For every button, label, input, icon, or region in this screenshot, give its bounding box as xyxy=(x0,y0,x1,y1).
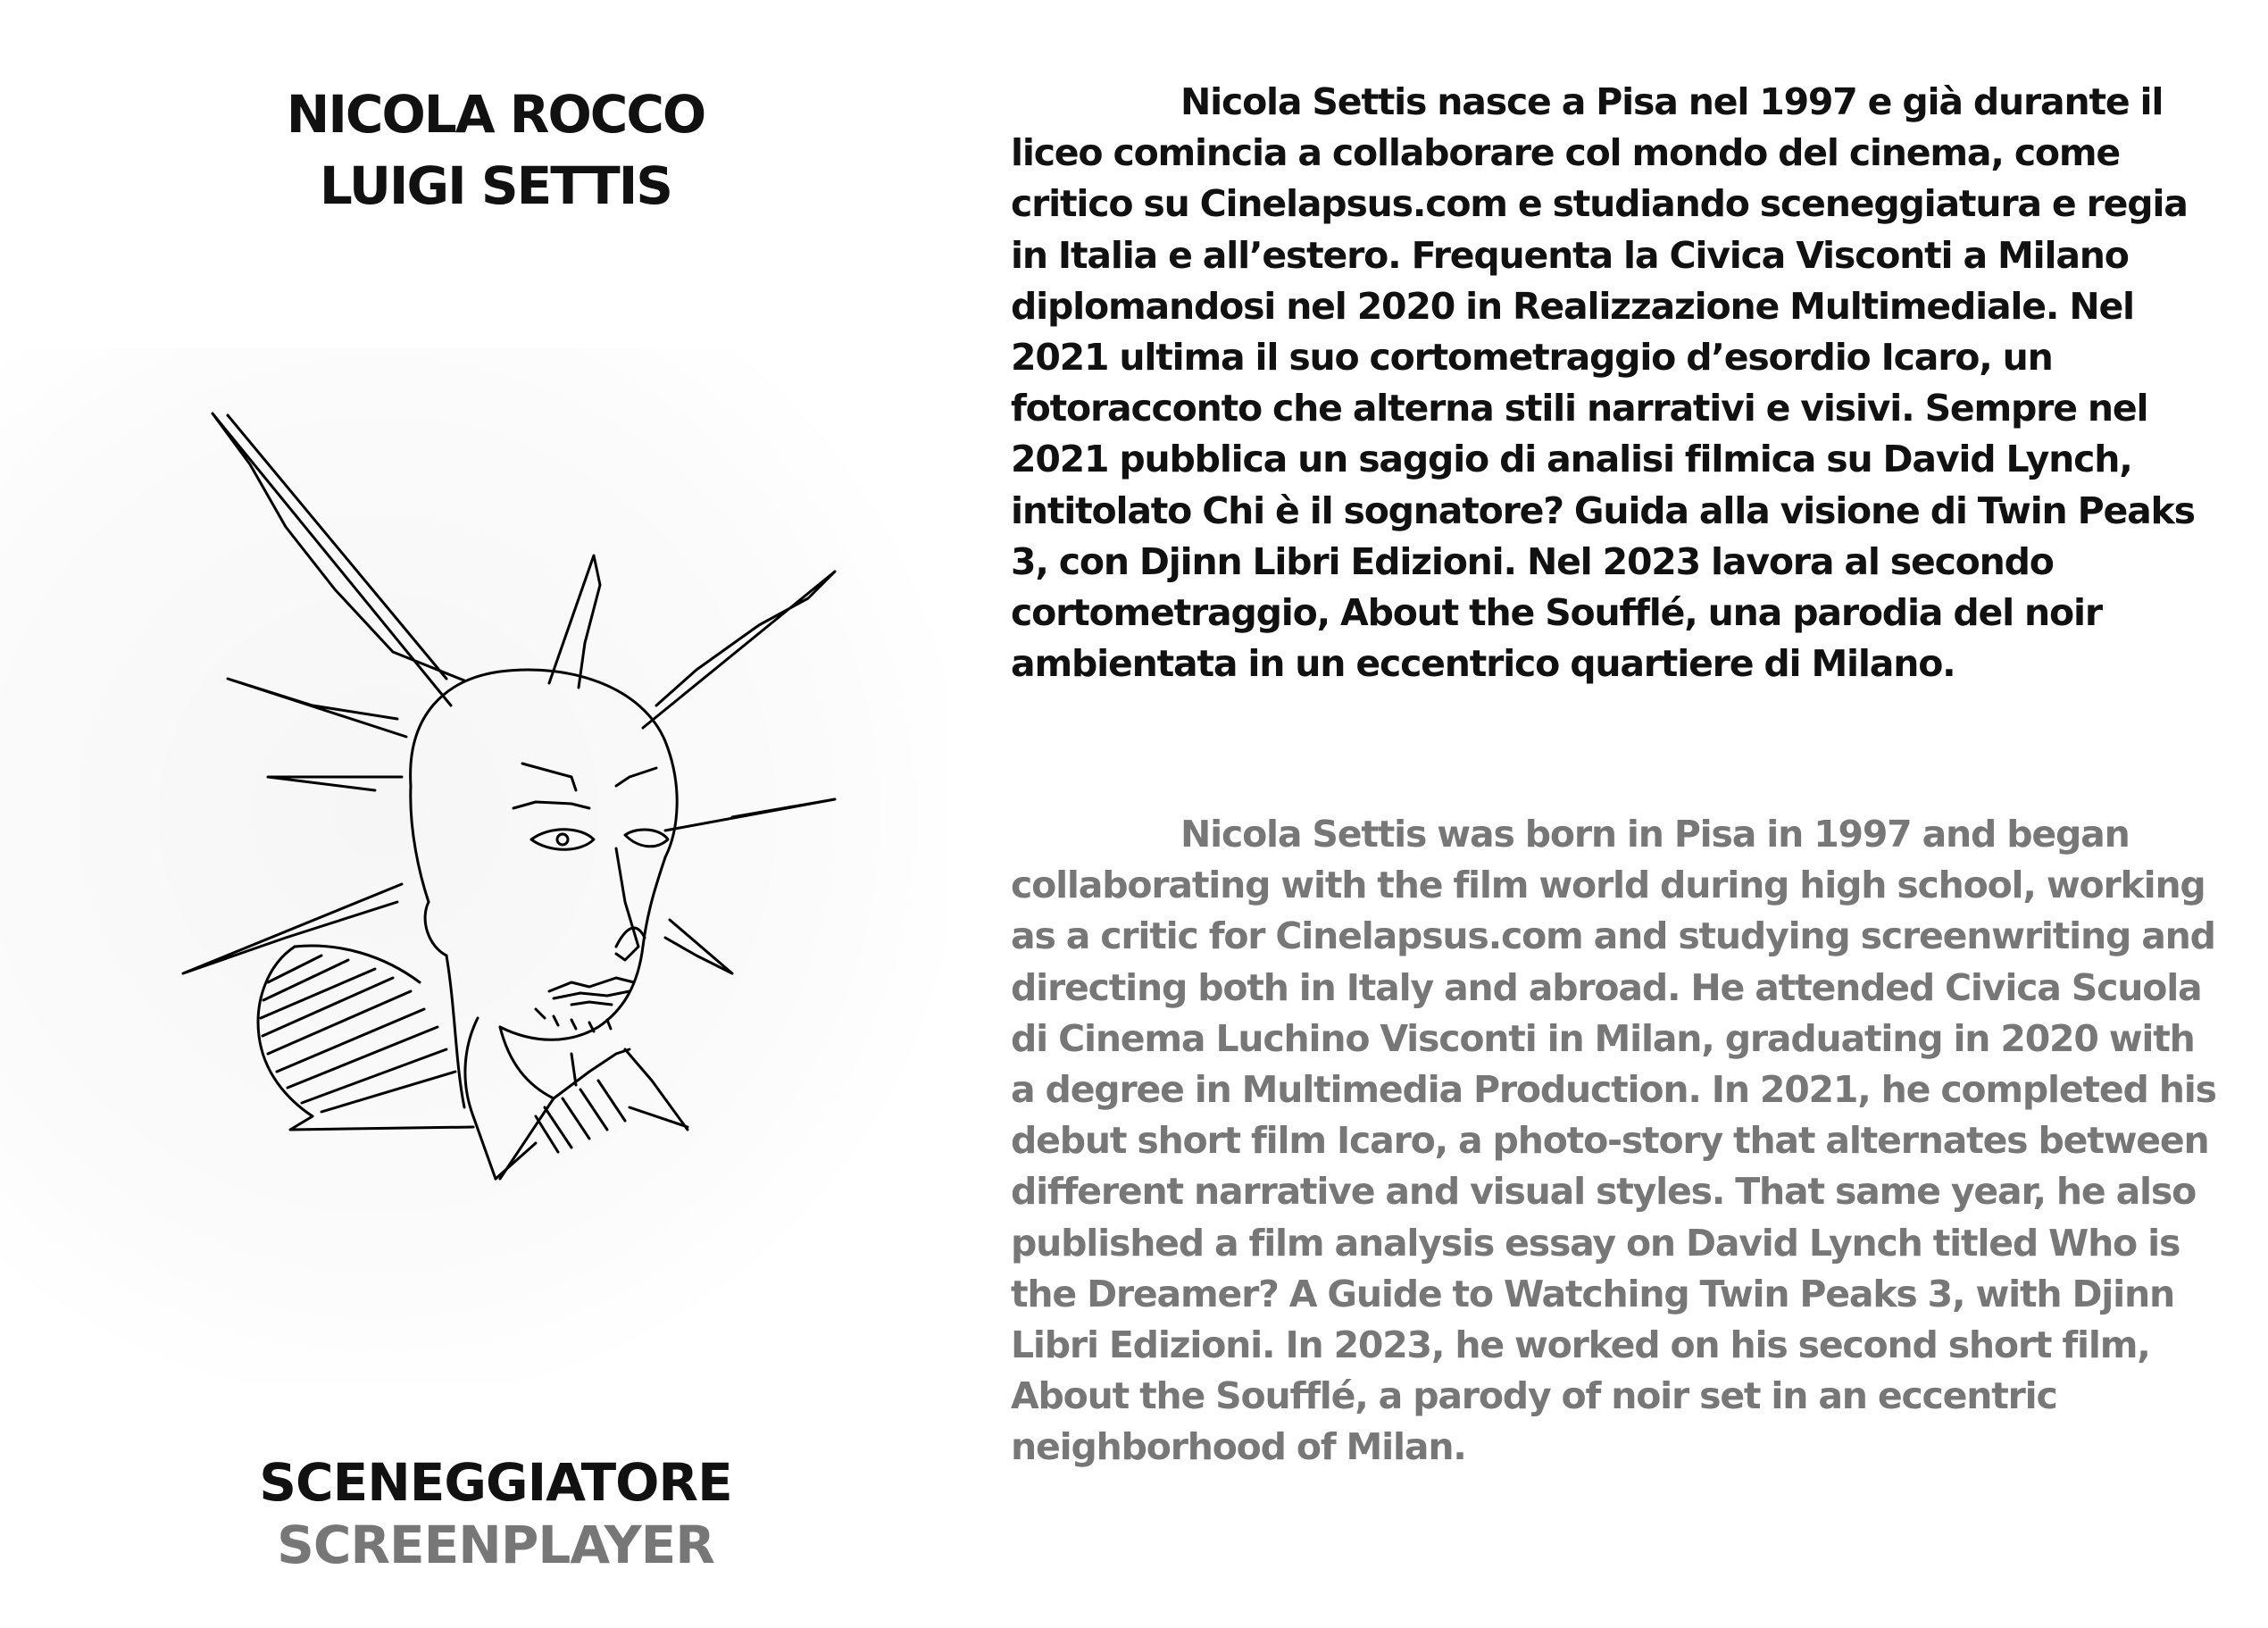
bio-italian: Nicola Settis nasce a Pisa nel 1997 e già durante il liceo comincia a collaborare col mondo del cinema, come critico su Cinelapsus.com e studiando sceneggiatura e regia in Italia e all’estero. Frequenta la Civica Visconti a Milano diplomandosi nel 2020 in Realizzazione Multimediale. Nel 2021 ultima il suo cortometraggio d’esordio Icaro, un fotoracconto che alterna stili narrativi e visivi. Sempre nel 2021 pubblica un saggio di analisi filmica su David Lynch, intitolato Chi è il sognatore? Guida alla visione di Twin Peaks 3, con Djinn Libri Edizioni. Nel 2023 lavora al secondo cortometraggio, About the Soufflé, una parodia del noir ambientata in un eccentrico quartiere di Milano. xyxy=(1011,80,2195,686)
author-name: NICOLA ROCCO xyxy=(286,84,705,145)
role-english: SCREENPLAYER xyxy=(277,1515,714,1575)
author-names xyxy=(205,79,786,221)
portrait-drawing-icon xyxy=(170,402,857,1188)
bio-english: Nicola Settis was born in Pisa in 1997 and began collaborating with the film world during high school, working as a critic for Cinelapsus.com and studying screenwriting and directing both in Italy and abroad. He attended Civica Scuola di Cinema Luchino Visconti in Milan, graduating in 2020 with a degree in Multimedia Production. In 2021, he completed his debut short film Icaro, a photo-story that alternates between different narrative and visual styles. That same year, he also published a film analysis essay on David Lynch titled Who is the Dreamer? A Guide to Watching Twin Peaks 3, with Djinn Libri Edizioni. In 2023, he worked on his second short film, About the Soufflé, a parody of noir set in an eccentric neighborhood of Milan. xyxy=(1011,813,2216,1469)
role-italian: SCENEGGIATORE xyxy=(259,1452,732,1513)
role-block xyxy=(179,1451,813,1576)
author-name: LUIGI SETTIS xyxy=(319,155,672,216)
